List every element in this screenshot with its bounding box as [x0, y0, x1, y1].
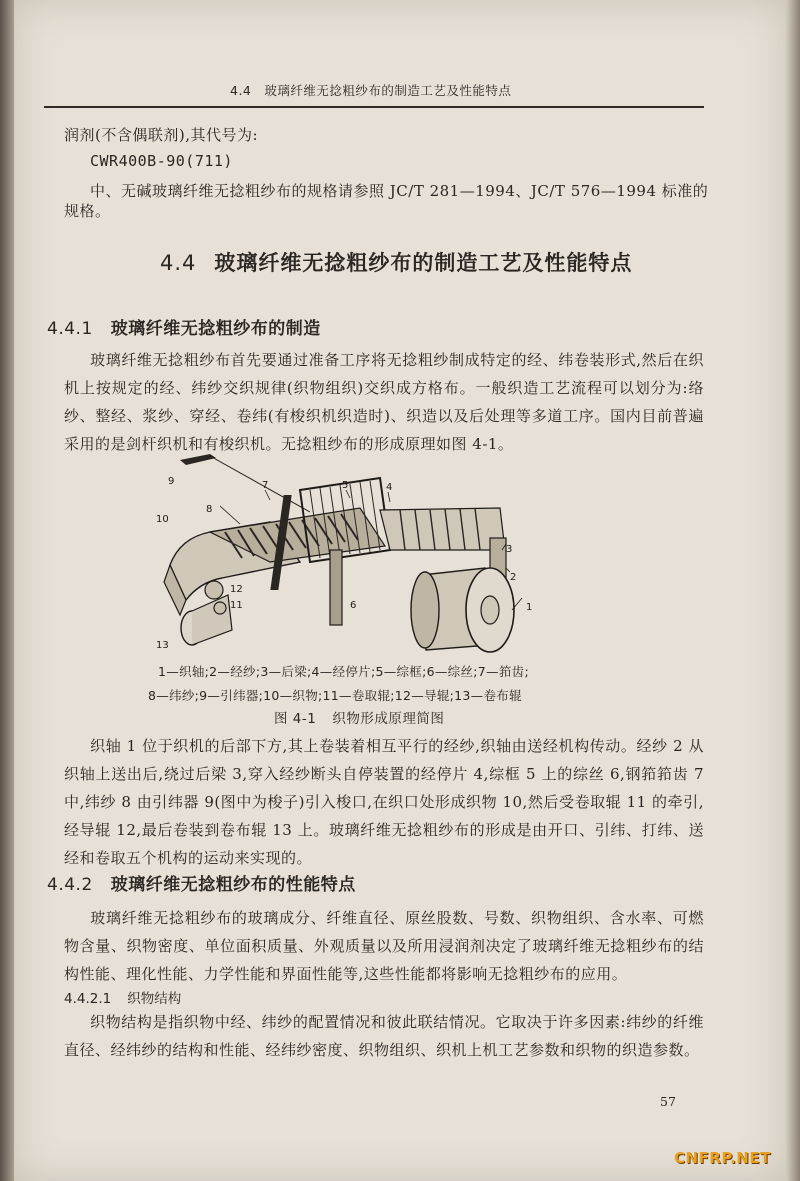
spec-line-2: 规格。 — [64, 202, 111, 220]
paragraph-formation-text: 织轴 1 位于织机的后部下方,其上卷装着相互平行的经纱,织轴由送经机构传动。经纱 2 从织轴上送出后,绕过后梁 3,穿入经纱断头自停装置的经停片 4,综框 5 上的综丝 6,钢筘筘齿 7 中,纬纱 8 由引纬器 9(图中为梭子)引入梭口,在织口处形成织物 10,然后受卷取辊 11 的牵引,经导辊 12,最后卷装到卷布辊 13 上。玻璃纤维无捻粗纱布的形成是由开口、引纬、打纬、送经和卷取五个机构的运动来实现的。 — [64, 737, 704, 867]
running-header: 4.4 玻璃纤维无捻粗纱布的制造工艺及性能特点 — [230, 83, 512, 98]
header-rule — [44, 106, 704, 108]
label-warp-beam: 1 — [526, 602, 533, 613]
figure-number: 图 4-1 — [274, 711, 317, 727]
paragraph-manufacture-text: 玻璃纤维无捻粗纱布首先要通过准备工序将无捻粗纱制成特定的经、纬卷装形式,然后在织机上按规定的经、纬纱交织规律(织物组织)交织成方格布。一般织造工艺流程可以划分为:络纱、整经、浆纱、穿经、卷纬(有梭织机织造时)、织造以及后处理等多道工序。国内目前普遍采用的是剑杆织机和有梭织机。无捻粗纱布的形成原理如图 4-1。 — [64, 351, 704, 453]
subsubsection-title: 织物结构 — [127, 991, 182, 1007]
section-title-text: 玻璃纤维无捻粗纱布的制造工艺及性能特点 — [214, 251, 633, 275]
figure-caption — [274, 707, 444, 727]
loom-diagram — [150, 450, 570, 665]
site-watermark: CNFRP.NET — [674, 1149, 771, 1167]
subsection-number-2: 4.4.2 — [47, 875, 93, 895]
spec-line-1: 中、无碱玻璃纤维无捻粗纱布的规格请参照 JC/T 281—1994、JC/T 576—1994 标准的 — [90, 182, 709, 200]
subsubsection-number: 4.4.2.1 — [64, 991, 112, 1007]
section-number: 4.4 — [160, 251, 197, 275]
label-heddle: 6 — [350, 600, 357, 611]
intro-line: 润剂(不含偶联剂),其代号为: — [64, 126, 259, 144]
page-binding-edge — [0, 0, 14, 1181]
paragraph-properties — [64, 904, 704, 988]
subsection-number-1: 4.4.1 — [47, 319, 93, 339]
subsection-title-1: 玻璃纤维无捻粗纱布的制造 — [110, 319, 321, 339]
subsection-title-2: 玻璃纤维无捻粗纱布的性能特点 — [110, 875, 356, 895]
paragraph-structure — [64, 1008, 704, 1064]
label-drop-wire: 4 — [386, 482, 393, 493]
label-shuttle: 9 — [168, 476, 175, 487]
figure-legend-line-1: 1—织轴;2—经纱;3—后梁;4—经停片;5—综框;6—综丝;7—筘齿; — [158, 664, 529, 679]
label-back-rest: 3 — [506, 544, 513, 555]
label-weft: 8 — [206, 504, 213, 515]
label-guide-roller: 12 — [230, 584, 243, 595]
page-outer-edge — [786, 0, 800, 1181]
label-warp-yarn: 2 — [510, 572, 517, 583]
subsubsection-heading — [64, 987, 181, 1007]
label-take-up-roller: 11 — [230, 600, 243, 611]
paragraph-formation — [64, 732, 704, 872]
subsection-heading-1 — [47, 314, 321, 339]
label-reed: 7 — [262, 480, 269, 491]
label-fabric: 10 — [156, 514, 169, 525]
figure-caption-text: 织物形成原理简图 — [332, 711, 445, 727]
label-cloth-roll: 13 — [156, 640, 169, 651]
page-number: 57 — [660, 1094, 676, 1109]
product-code: CWR400B-90(711) — [90, 152, 233, 170]
paragraph-structure-text: 织物结构是指织物中经、纬纱的配置情况和彼此联结情况。它取决于许多因素:纬纱的纤维直径、经纬纱的结构和性能、经纬纱密度、织物组织、织机上机工艺参数和织物的织造参数。 — [64, 1013, 704, 1059]
section-title — [160, 247, 632, 277]
paragraph-properties-text: 玻璃纤维无捻粗纱布的玻璃成分、纤维直径、原丝股数、号数、织物组织、含水率、可燃物含量、织物密度、单位面积质量、外观质量以及所用浸润剂决定了玻璃纤维无捻粗纱布的结构性能、理化性能、力学性能和界面性能等,这些性能都将影响无捻粗纱布的应用。 — [64, 909, 704, 983]
label-heald-frame: 5 — [342, 480, 349, 491]
figure-legend-line-2: 8—纬纱;9—引纬器;10—织物;11—卷取辊;12—导辊;13—卷布辊 — [148, 688, 522, 703]
subsection-heading-2 — [47, 870, 356, 895]
paragraph-manufacture — [64, 346, 704, 458]
